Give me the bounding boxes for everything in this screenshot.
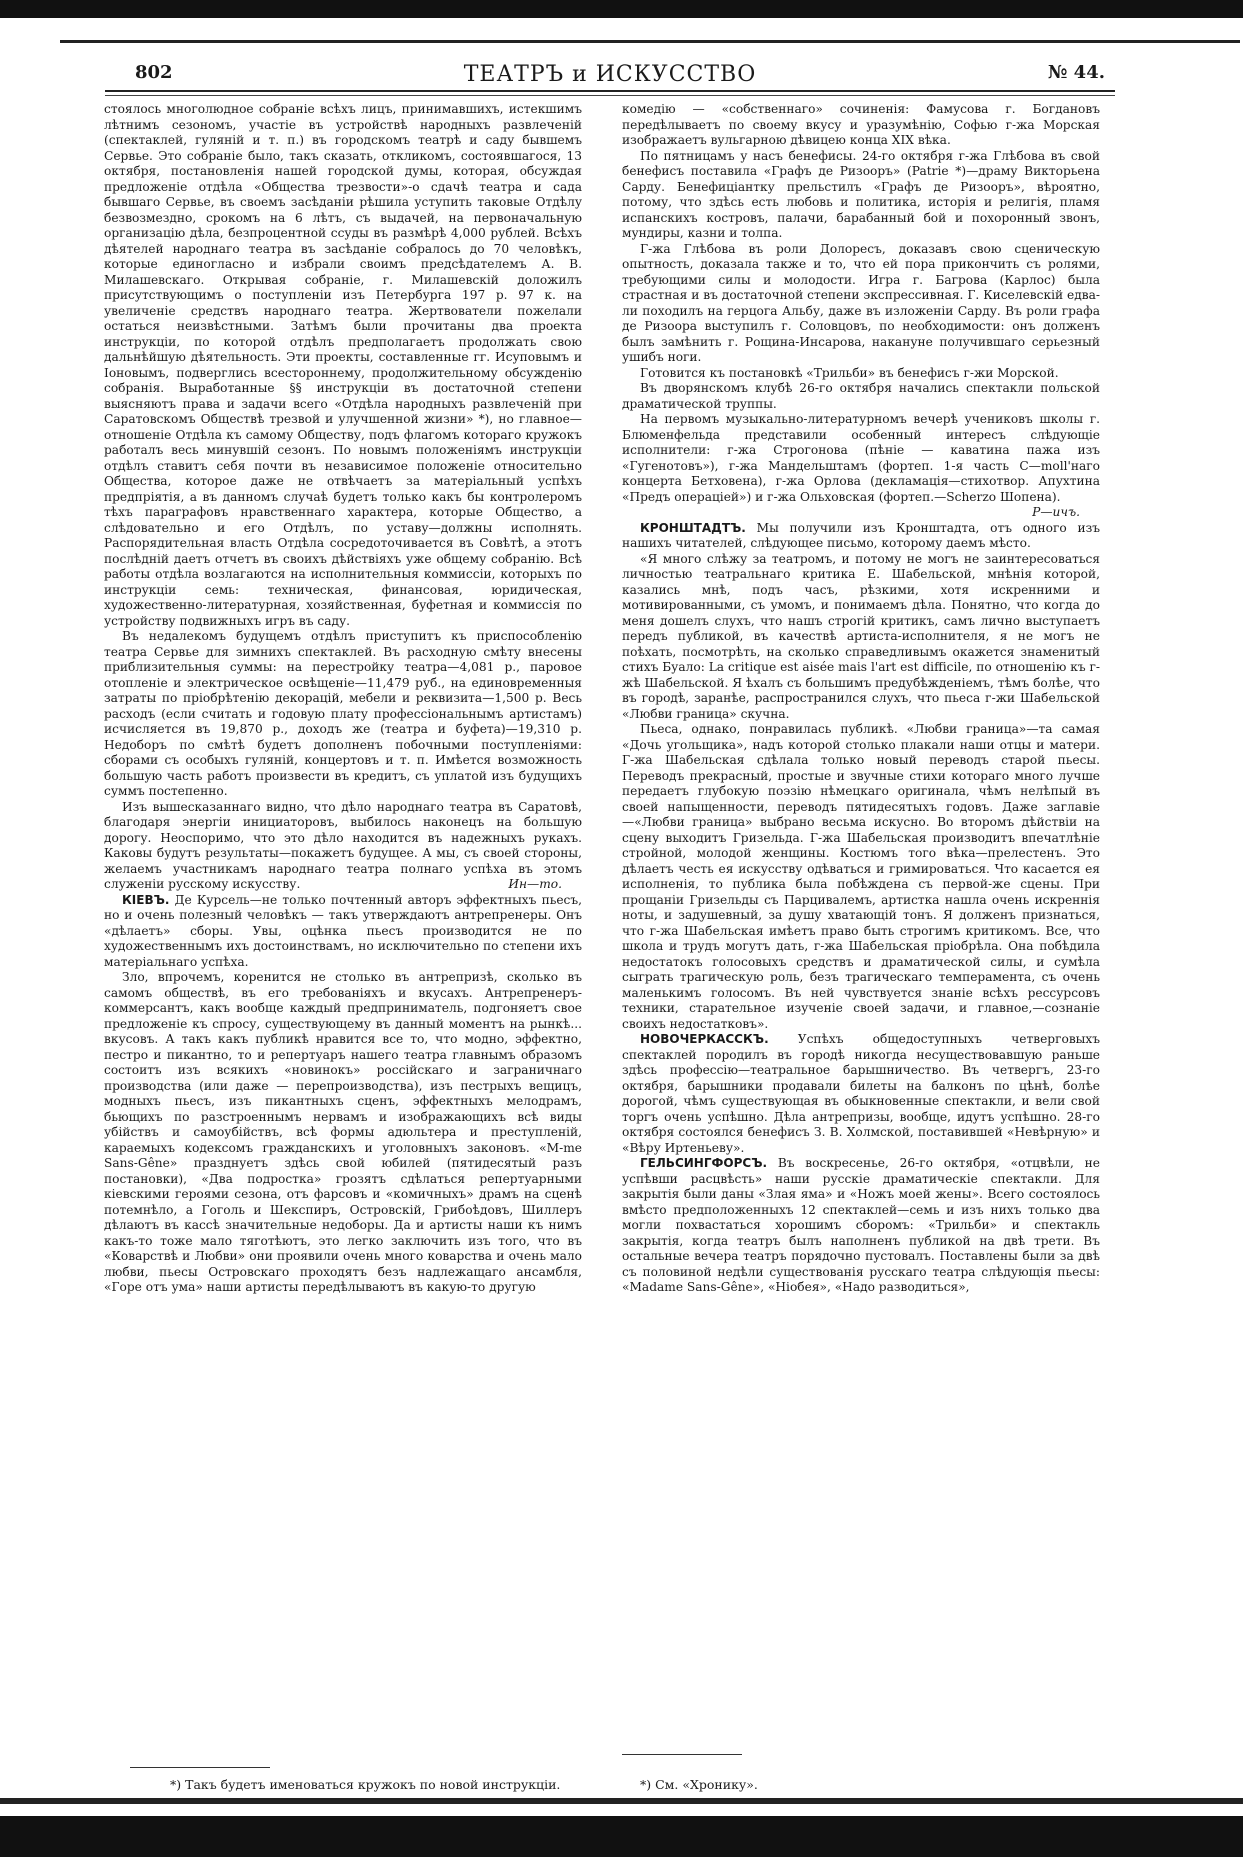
paragraph: [622, 1032, 1100, 1156]
footnote-rule-left: [130, 1767, 270, 1768]
footnote-left: *) Такъ будетъ именоваться кружокъ по новой инструкцiи.: [170, 1777, 561, 1792]
paragraph: Г-жа Глѣбова въ роли Долоресъ, доказавъ свою сценическую опытность, доказала также и то, что ей пора прикончить съ ролями, требующими силы и молодости. Игра г. Багрова (Карлос) была страстная и въ достаточной степени экспрессивная. Г. Киселевскiй едва-ли походилъ на герцога Альбу, даже въ изложенiи Сарду. Въ роли графа де Ризоора выступилъ г. Соловцовъ, по необходимости: онъ долженъ былъ замѣнить г. Рощина-Инсарова, накануне получившаго серьезный ушибъ ноги.: [622, 241, 1100, 364]
bottom-border-band: [0, 1816, 1243, 1857]
issue-number: № 44.: [1047, 62, 1105, 83]
page-header: [105, 62, 1115, 92]
paragraph: Въ недалекомъ будущемъ отдѣлъ приступитъ къ приспособленiю театра Сервье для зимнихъ спектаклей. Въ расходную смѣту внесены приблизительныя суммы: на перестройку театра—4,081 р., паровое отопленiе и электрическое освѣщенiе—11,479 руб., на единовременныя затраты по прiобрѣтенiю декорацiй, мебели и реквизита—1,500 р. Весь расходъ (если считать и годовую плату профессiональнымъ артистамъ) исчисляется въ 19,870 р., доходъ же (театра и буфета)—19,310 р. Недоборъ по смѣтѣ будетъ дополненъ побочными поступленiями: сборами съ особыхъ гулянiй, концертовъ и т. п. Имѣется возможность большую часть работъ произвести въ кредитъ, съ уплатой изъ будущихъ суммъ постепенно.: [104, 629, 582, 798]
paragraph: стоялось многолюдное собранiе всѣхъ лицъ, принимавшихъ, истекшимъ лѣтнимъ сезономъ, участiе въ устройствѣ народныхъ развлеченiй (спектаклей, гулянiй и т. п.) въ городскомъ театрѣ и саду бывшемъ Сервье. Это собранiе было, такъ сказать, откликомъ, состоявшагося, 13 октября, постановленiя нашей городской думы, которая, обсуждая предложенiе отдѣла «Общества трезвости»-о сдачѣ театра и сада бывшаго Сервье, въ своемъ засѣданiи рѣшила уступить таковые Отдѣлу безвозмездно, срокомъ на 6 лѣтъ, съ выдачей, на первоначальную организацiю дѣла, безпроцентной ссуды въ размѣрѣ 4,000 рублей. Всѣхъ дѣятелей народнаго театра въ засѣданiе собралось до 70 человѣкъ, которые единогласно и избрали своимъ предсѣдателемъ А. В. Милашевскаго. Открывая собранiе, г. Милашевскiй доложилъ присутствующимъ о поступленiи изъ Петербурга 197 р. 97 к. на увеличенiе средствъ народнаго театра. Жертвователи пожелали остаться неизвѣстными. Затѣмъ были прочитаны два проекта инструкцiи, по которой отдѣлъ предполагаетъ продолжать свою дальнѣйшую дѣятельность. Эти проекты, составленные гг. Исуповымъ и Iоновымъ, подверглись всестороннему, продолжительному обсужденiю собранiя. Выработанные §§ инструкцiи въ достаточной степени выясняютъ права и задачи всего «Отдѣла народныхъ развлеченiй при Саратовскомъ Обществѣ трезвой и улучшенной жизни» *), но главное—отношенiе Отдѣла къ самому Обществу, подъ флагомъ котораго кружокъ работалъ весь минувшiй сезонъ. По новымъ положенiямъ инструкцiи отдѣлъ ставитъ себя почти въ независимое положенiе относительно Общества, которое даже не отвѣчаетъ за матерiальный успѣхъ предпрiятiя, а въ данномъ случаѣ будетъ только какъ бы контролеромъ тѣхъ параграфовъ нравственнаго характера, которые Общество, а слѣдовательно и его Отдѣлъ, по уставу—должны исполнять. Распорядительная власть Отдѣла сосредоточивается въ Совѣтѣ, а этотъ послѣднiй даетъ отчетъ въ своихъ дѣйствiяхъ уже общему собранiю. Всѣ работы отдѣла возлагаются на исполнительныя коммиссiи, которыхъ по инструкцiи семь: техническая, финансовая, юридическая, художественно-литературная, хозяйственная, буфетная и коммиссiя по устройству подвижныхъ игръ въ саду.: [104, 102, 582, 628]
city-heading: КIЕВЪ.: [122, 892, 170, 907]
top-border-band: [0, 0, 1243, 18]
paragraph-text: Успѣхъ общедоступныхъ четверговыхъ спектаклей породилъ въ городѣ никогда несуществовавшую раньше здѣсь профессiю—театральное барышничество. Въ четвергъ, 23-го октября, барышники продавали билеты на балконъ по цѣнѣ, болѣе дорогой, чѣмъ существующая въ обыкновенные спектакли, и вели свой торгъ очень успѣшно. Дѣла антрепризы, вообще, идутъ успѣшно. 28-го октября состоялся бенефисъ З. В. Холмской, поставившей «Невѣрную» и «Вѣру Иртеньеву».: [622, 1032, 1101, 1155]
right-column: [622, 102, 1100, 1296]
paragraph: [104, 893, 582, 971]
paragraph: Пьеса, однако, понравилась публикѣ. «Любви граница»—та самая «Дочь угольщика», надъ которой столько плакали наши отцы и матери. Г-жа Шабельская сдѣлала только новый переводъ старой пьесы. Переводъ прекрасный, простые и звучные стихи котораго много лучше передаетъ глубокую поэзiю нѣмецкаго оригинала, чѣмъ нелѣпый въ своей напыщенности, переводъ пятидесятыхъ годовъ. Даже заглавiе—«Любви граница» выбрано весьма искусно. Во второмъ дѣйствiи на сцену выходитъ Гризельда. Г-жа Шабельская производитъ впечатлѣнiе стройной, молодой женщины. Костюмъ того вѣка—прелестенъ. Это дѣлаетъ честь ея искусству одѣваться и гримироваться. Что касается ея исполненiя, то публика была побѣждена съ первой-же сцены. При прощанiи Гризельды съ Парцивалемъ, артистка нашла очень искреннiя ноты, и задушевный, за душу хватающiй тонъ. Я долженъ признаться, что г-жа Шабельская имѣетъ право быть строгимъ критикомъ. Все, что школа и трудъ могутъ дать, г-жа Шабельская прiобрѣла. Она побѣдила недостатокъ голосовыхъ средствъ и драматической силы, и сумѣла сыграть трагическую роль, безъ трагическаго темперамента, съ очень маленькимъ голосомъ. Въ ней чувствуется знанiе всѣхъ рессурсовъ техники, старательное изученiе своей задачи, и главное,—сознанiе своихъ недостатковъ».: [622, 722, 1100, 1031]
paragraph-text: На первомъ музыкально-литературномъ вечерѣ учениковъ школы г. Блюменфельда представили особенный интересъ слѣдующiе исполнители: г-жа Строгонова (пѣнiе — каватина пажа изъ «Гугенотовъ»), г-жа Мандельштамъ (фортеп. 1-я часть C—moll'наго концерта Бетховена), г-жа Орлова (декламацiя—стихотвор. Апухтина «Предъ операцiей») и г-жа Ольховская (фортеп.—Scherzo Шопена).: [622, 412, 1100, 504]
city-heading: ГЕЛЬСИНГФОРСЪ.: [640, 1156, 768, 1170]
footnote-rule-right: [622, 1754, 742, 1755]
paragraph-text: Мы получили изъ Кронштадта, отъ одного изъ нашихъ читателей, слѣдующее письмо, которому даемъ мѣсто.: [622, 520, 1101, 550]
signature: Ин—то.: [508, 877, 562, 891]
paragraph-text: Де Курсель—не только почтенный авторъ эффектныхъ пьесъ, но и очень полезный человѣкъ — такъ утверждаютъ антрепренеры. Онъ «дѣлаетъ» сборы. Увы, оцѣнка пьесъ производится не по художественнымъ ихъ достоинствамъ, но исключительно по степени ихъ матерiальнаго успѣха.: [104, 892, 583, 969]
paragraph: комедiю — «собственнаго» сочиненiя: Фамусова г. Богдановъ передѣлываетъ по своему вкусу и уразумѣнiю, Софью г-жа Морская изображаетъ вульгарною дѣвицею конца XIX вѣка.: [622, 102, 1100, 147]
left-column: [104, 102, 582, 1296]
paragraph: [104, 800, 582, 893]
signature: Р—ичъ.: [1032, 505, 1080, 519]
page-number: 802: [135, 62, 173, 83]
top-border-line: [60, 40, 1240, 43]
footnote-right: *) См. «Хронику».: [640, 1777, 758, 1792]
header-rule: [105, 90, 1115, 92]
paragraph: По пятницамъ у насъ бенефисы. 24-го октября г-жа Глѣбова въ свой бенефисъ поставила «Графъ де Ризооръ» (Patrie *)—драму Викторьена Сарду. Бенефицiантку прельстилъ «Графъ де Ризооръ», вѣроятно, потому, что здѣсь есть любовь и политика, исторiя и религiя, пламя испанскихъ костровъ, палачи, барабанный бой и похоронный звонъ, мундиры, казни и толпа.: [622, 148, 1100, 240]
header-rule-thin: [105, 95, 1115, 96]
paragraph: «Я много слѣжу за театромъ, и потому не могъ не заинтересоваться личностью театральнаго критика Е. Шабельской, мнѣнiя которой, казались мнѣ, подъ часъ, рѣзкими, хотя искренними и мотивированными, съ умомъ, и понимаемъ дѣла. Понятно, что когда до меня дошелъ слухъ, что нашъ строгiй критикъ, самъ лично выступаетъ передъ публикой, въ качествѣ артиста-исполнителя, я не могъ не поѣхать, посмотрѣть, на сколько справедливымъ окажется знаменитый стихъ Буало: La critique est aisée mais l'art est difficile, по отношенiю къ г-жѣ Шабельской. Я ѣхалъ съ большимъ предубѣжденiемъ, тѣмъ болѣе, что въ городѣ, заранѣе, распространился слухъ, что пьеса г-жи Шабельской «Любви граница» скучна.: [622, 551, 1100, 721]
paragraph: [622, 412, 1100, 519]
paragraph-text: Въ воскресенье, 26-го октября, «отцвѣли, не успѣвши расцвѣсть» наши русскiе драматическiе спектакли. Для закрытiя были даны «Злая яма» и «Ножъ моей жены». Всего состоялось вмѣсто предположенныхъ 12 спектаклей—семь и изъ нихъ только два могли похвастаться хорошимъ сборомъ: «Трильби» и спектакль закрытiя, когда театръ былъ наполненъ публикой на двѣ трети. Въ остальные вечера театръ порядочно пустовалъ. Поставлены были за двѣ съ половиной недѣли существованiя русскаго театра слѣдующiя пьесы: «Madame Sans-Gêne», «Нiобея», «Надо разводиться»,: [622, 1156, 1101, 1294]
city-heading: КРОНШТАДТЪ.: [640, 520, 746, 535]
paragraph: Въ дворянскомъ клубѣ 26-го октября начались спектакли польской драматической труппы.: [622, 381, 1100, 411]
bottom-border-line: [0, 1798, 1243, 1804]
paragraph-text: Изъ вышесказаннаго видно, что дѣло народнаго театра въ Саратовѣ, благодаря энергiи инициаторовъ, выбилось наконецъ на большую дорогу. Неоспоримо, что это дѣло находится въ надежныхъ рукахъ. Каковы будутъ результаты—покажетъ будущее. А мы, съ своей стороны, желаемъ участникамъ народнаго театра полнаго успѣха въ этомъ служенiи русскому искусству.: [104, 799, 582, 891]
paragraph: [622, 521, 1100, 552]
journal-title: ТЕАТРЪ и ИСКУССТВО: [463, 62, 757, 87]
paragraph: [622, 1156, 1100, 1296]
city-heading: НОВОЧЕРКАССКЪ.: [640, 1032, 769, 1046]
paragraph: Готовится къ постановкѣ «Трильби» въ бенефисъ г-жи Морской.: [640, 365, 1059, 380]
paragraph: Зло, впрочемъ, коренится не столько въ антрепризѣ, сколько въ самомъ обществѣ, въ его требованiяхъ и вкусахъ. Антрепренеръ-коммерсантъ, какъ вообще каждый предприниматель, подгоняетъ свое предложенiе къ спросу, существующему въ данный моментъ на рынкѣ... вкусовъ. А такъ какъ публикѣ нравится все то, что модно, эффектно, пестро и пикантно, то и репертуаръ нашего театра главнымъ образомъ состоитъ изъ всякихъ «новинокъ» россiйскаго и заграничнаго производства (или даже — перепроизводства), изъ пестрыхъ вещицъ, модныхъ пьесъ, изъ пикантныхъ сценъ, эффектныхъ мелодрамъ, бьющихъ по разстроеннымъ нервамъ и изображающихъ всѣ виды убiйствъ и самоубiйствъ, всѣ формы адюльтера и преступленiй, караемыхъ кодексомъ гражданскихъ и уголовныхъ законовъ. «M-me Sans-Gêne» празднуетъ здѣсь свой юбилей (пятидесятый разъ постановки), «Два подростка» грозятъ сдѣлаться репертуарными кiевскими героями сезона, отъ фарсовъ и «комичныхъ» драмъ на сценѣ потемнѣло, а Гоголь и Шекспиръ, Островскiй, Грибоѣдовъ, Шиллеръ дѣлаютъ въ кассѣ значительные недоборы. Да и артисты наши къ нимъ какъ-то тоже мало тяготѣютъ, это легко заключить изъ того, что въ «Коварствѣ и Любви» они проявили очень много коварства и очень мало любви, пьесы Островскаго проходятъ безъ надлежащаго ансамбля, «Горе отъ ума» наши артисты передѣлываютъ въ какую-то другую: [104, 970, 582, 1294]
